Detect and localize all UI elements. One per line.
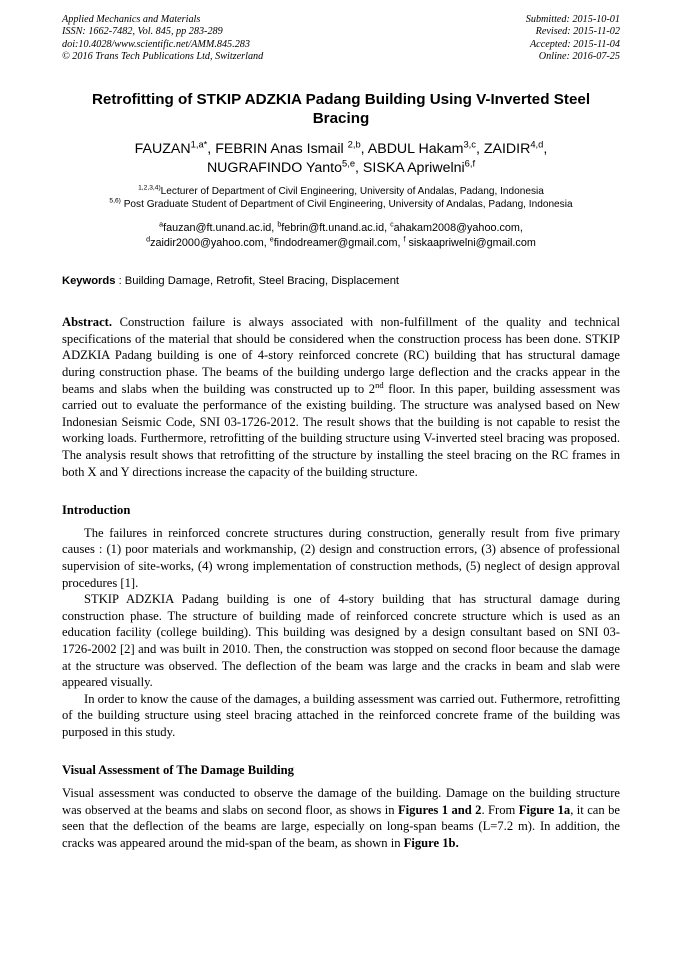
- journal-header: [62, 14, 620, 64]
- va-segment-2: . From: [481, 802, 519, 817]
- entry-text: NUGRAFINDO Yanto: [206, 159, 343, 176]
- date-revised: Revised: 2015-11-02: [535, 26, 620, 38]
- introduction-paragraph-1: The failures in reinforced concrete structures during construction, generally result from five primary causes : (1) poor materials and workmanship, (2) design and construction errors, (3) absence of professional supervision of site-works, (4) wrong implementation of construction methods, (5) neglect of design approval procedures [1].: [62, 525, 620, 590]
- entry-superscript: 4,d: [530, 138, 544, 149]
- entry-text: ABDUL Hakam: [367, 140, 464, 157]
- keywords-value: Building Damage, Retrofit, Steel Bracing, Displacement: [124, 275, 400, 288]
- entry-superscript: 6,f: [464, 157, 476, 168]
- email-marker: b: [277, 220, 282, 229]
- email-line-2: [86, 236, 596, 251]
- paper-title: Retrofitting of STKIP ADZKIA Padang Building Using V-Inverted Steel Bracing: [91, 90, 591, 127]
- date-submitted: Submitted: 2015-10-01: [525, 14, 620, 25]
- entry-superscript: 2,b: [347, 138, 361, 149]
- abstract-label: Abstract.: [62, 315, 113, 330]
- entry-separator: ,: [475, 140, 484, 157]
- va-segment-1: Visual assessment was conducted to observe the damage of the building. Damage on the building structure was observed at the beams and slabs on second floor, as shows in: [62, 786, 620, 817]
- abstract-text-part2: floor. In this paper, building assessment was carried out to evaluate the performance of the existing building. The structure was analysed based on New Indonesian Seismic Code, SNI 03-1726-2012. The result shows that the building is not capable to resist the working loads. Furthermore, retrofitting of the building structure using V-inverted steel bracing was proposed. The analysis result shows that retrofitting of the structure by installing the steel bracing on the RC frames in both X and Y directions increase the capacity of the building structure.: [62, 381, 620, 479]
- abstract-ordinal-superscript: nd: [375, 379, 384, 390]
- entry-separator: ,: [543, 140, 548, 157]
- affiliation-2: [92, 198, 590, 211]
- visual-assessment-heading: Visual Assessment of The Damage Building: [62, 763, 294, 778]
- affiliation-list: [92, 185, 590, 211]
- visual-assessment-paragraph: [62, 785, 620, 851]
- email-marker: f: [403, 235, 406, 244]
- email-address: siskaapriwelni@gmail.com: [405, 236, 536, 249]
- email-address: febrin@ft.unand.ac.id,: [281, 222, 391, 235]
- affiliation-1: [92, 185, 590, 198]
- journal-header-left: [62, 14, 263, 64]
- entry-text: FAUZAN: [134, 140, 191, 157]
- journal-name: Applied Mechanics and Materials: [62, 14, 201, 25]
- entry-text: FEBRIN Anas Ismail: [215, 140, 348, 157]
- date-online: Online: 2016-07-25: [538, 51, 620, 63]
- introduction-paragraph-3: In order to know the cause of the damages, a building assessment was carried out. Futhermore, retrofitting of the building structure using steel bracing attached in the reinforced concrete frame of the building was purposed in this study.: [62, 691, 620, 739]
- email-address: fauzan@ft.unand.ac.id,: [163, 222, 278, 235]
- va-figure-ref-1: Figures 1 and 2: [397, 802, 482, 817]
- author-line-1: [134, 138, 548, 157]
- email-list: [86, 221, 596, 250]
- journal-issn-volume: ISSN: 1662-7482, Vol. 845, pp 283-289: [62, 26, 223, 38]
- entry-separator: ,: [360, 140, 368, 157]
- entry-separator: ,: [355, 159, 363, 176]
- entry-superscript: 3,c: [463, 138, 476, 149]
- email-address: zaidir2000@yahoo.com,: [150, 236, 270, 249]
- entry-text: ZAIDIR: [483, 140, 531, 157]
- journal-doi: doi:10.4028/www.scientific.net/AMM.845.283: [62, 38, 250, 50]
- author-line-2: [206, 157, 476, 176]
- journal-copyright: © 2016 Trans Tech Publications Ltd, Switzerland: [62, 51, 264, 63]
- section-spacer: [62, 740, 620, 762]
- email-address: ahakam2008@yahoo.com,: [393, 222, 523, 235]
- va-figure-ref-3: Figure 1b.: [403, 835, 459, 850]
- affiliation-text: Post Graduate Student of Department of Civil Engineering, University of Andalas, Padang, Indonesia: [120, 198, 573, 210]
- email-marker: d: [146, 235, 151, 244]
- date-accepted: Accepted: 2015-11-04: [529, 38, 620, 50]
- va-figure-ref-2: Figure 1a: [518, 802, 571, 817]
- affiliation-text: Lecturer of Department of Civil Engineering, University of Andalas, Padang, Indonesia: [160, 185, 544, 197]
- email-address: findodreamer@gmail.com,: [273, 236, 404, 249]
- email-line-1: [86, 221, 596, 236]
- affiliation-marker: 1,2,3,4): [138, 184, 161, 192]
- keywords-line: [62, 274, 620, 288]
- entry-superscript: 5,e: [342, 157, 356, 168]
- keywords-separator: :: [115, 275, 125, 288]
- author-list: [68, 140, 614, 178]
- entry-superscript: 1,a*: [190, 138, 208, 149]
- email-marker: c: [390, 220, 394, 229]
- keywords-label: Keywords: [62, 275, 116, 288]
- entry-text: SISKA Apriwelni: [362, 159, 465, 176]
- introduction-paragraph-2: STKIP ADZKIA Padang building is one of 4-story building that has structural damage during construction phase. The structure of building made of reinforced concrete structure which is used as an education facility (college building). This building was designed by a design consultant based on SNI 03-1726-2002 [2] and was built in 2010. Then, the construction was stopped on second floor because the damage at the structure was observed. The deflection of the beam was large and the cracks in beam and slab were appeared visually.: [62, 592, 620, 690]
- journal-header-right: [526, 14, 620, 64]
- introduction-heading: Introduction: [62, 503, 131, 518]
- email-marker: a: [159, 220, 164, 229]
- abstract-block: [62, 314, 620, 480]
- va-segment-3: , it can be seen that the deflection of the beams are large, especially on long-span beams (L=7.2 m). In addition, the cracks was appeared around the mid-span of the beam, as shown in: [62, 802, 620, 850]
- email-marker: e: [269, 235, 274, 244]
- abstract-text-part1: Construction failure is always associated with non-fulfillment of the quality and technical specifications of the material that should be considered when the construction process has been done. STKIP ADZKIA Padang building is one of 4-story reinforced concrete (RC) building that has structural damage during construction phase. The beams of the building undergo large deflection and the cracks appear in the beams and slabs when the building was constructed up to 2: [62, 315, 620, 396]
- affiliation-marker: 5,6): [109, 197, 121, 205]
- entry-separator: ,: [207, 140, 216, 157]
